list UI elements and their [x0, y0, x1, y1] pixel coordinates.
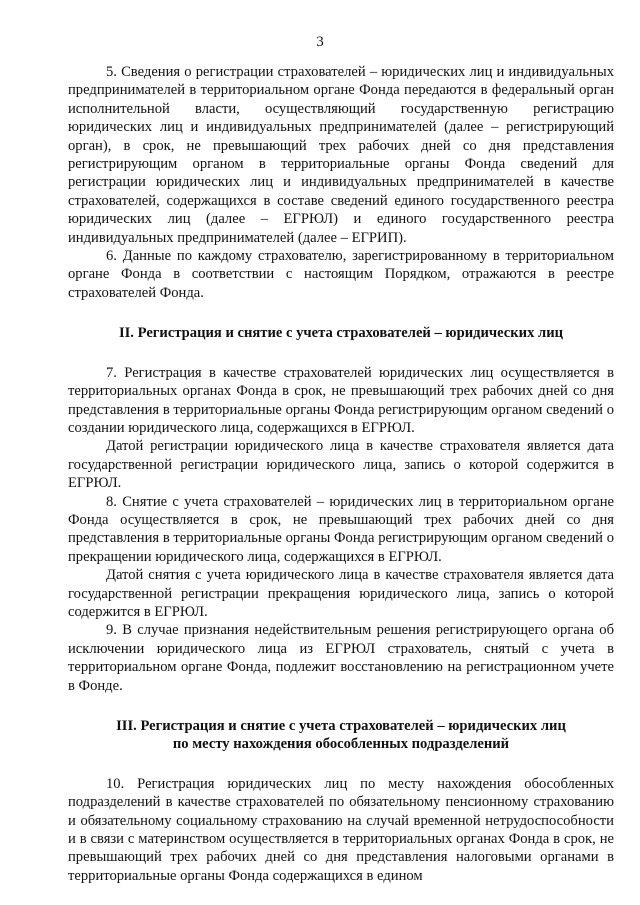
document-body — [68, 63, 614, 885]
paragraph-8-date: Датой снятия с учета юридического лица в качестве страхователя является дата государственной регистрации прекращения юридического лица, запись о которой содержится в ЕГРЮЛ. — [68, 567, 614, 620]
paragraph-6: 6. Данные по каждому страхователю, зарегистрированному в территориальном органе Фонда в соответствии с настоящим Порядком, отражаются в реестре страхователей Фонда. — [68, 248, 614, 301]
spacer — [68, 302, 614, 324]
spacer — [68, 754, 614, 775]
spacer — [68, 695, 614, 717]
section-heading-3-line-2: по месту нахождения обособленных подразделений — [172, 736, 510, 753]
paragraph-7: 7. Регистрация в качестве страхователей юридических лиц осуществляется в территориальных органах Фонда в срок, не превышающий трех рабочих дней со дня представления в территориальные органы Фонда регистрирующим органом сведений о создании юридического лица, содержащихся в ЕГРЮЛ. — [68, 364, 614, 436]
section-heading-3-line-1: III. Регистрация и снятие с учета страхователей – юридических лиц — [116, 718, 566, 734]
spacer — [68, 343, 614, 364]
paragraph-5: 5. Сведения о регистрации страхователей – юридических лиц и индивидуальных предпринимателей в территориальном органе Фонда передаются в федеральный орган исполнительной власти, осуществляющий государственную регистрацию юридических лиц и индивидуальных предпринимателей (далее – регистрирующий орган), в срок, не превышающий трех рабочих дней со дня представления регистрирующим органом в территориальные органы Фонда сведений для регистрации юридических лиц и индивидуальных предпринимателей в качестве страхователей, содержащихся в составе сведений единого государственного реестра юридических лиц (далее – ЕГРЮЛ) и единого государственного реестра индивидуальных предпринимателей (далее – ЕГРИП). — [68, 64, 614, 246]
paragraph-10: 10. Регистрация юридических лиц по месту нахождения обособленных подразделений в качестве страхователей по обязательному пенсионному страхованию и обязательному социальному страхованию на случай временной нетрудоспособности и в связи с материнством осуществляется в территориальных органах Фонда в срок, не превышающий трех рабочих дней со дня представления налоговыми органами в территориальные органы Фонда содержащихся в едином — [68, 775, 614, 884]
paragraph-7-date: Датой регистрации юридического лица в качестве страхователя является дата государственной регистрации юридического лица, запись о которой содержится в ЕГРЮЛ. — [68, 438, 614, 492]
section-heading-2: II. Регистрация и снятие с учета страхователей – юридических лиц — [118, 325, 564, 342]
page-number: 3 — [316, 34, 324, 50]
paragraph-8: 8. Снятие с учета страхователей – юридических лиц в территориальном органе Фонда осуществляется в срок, не превышающий трех рабочих дней со дня представления в территориальные органы Фонда регистрирующим органом сведений о прекращении юридического лица, содержащихся в ЕГРЮЛ. — [68, 493, 614, 565]
paragraph-9: 9. В случае признания недействительным решения регистрирующего органа об исключении юридического лица из ЕГРЮЛ страхователь, снятый с учета в территориальном органе Фонда, подлежит восстановлению на регистрационном учете в Фонде. — [68, 622, 614, 694]
